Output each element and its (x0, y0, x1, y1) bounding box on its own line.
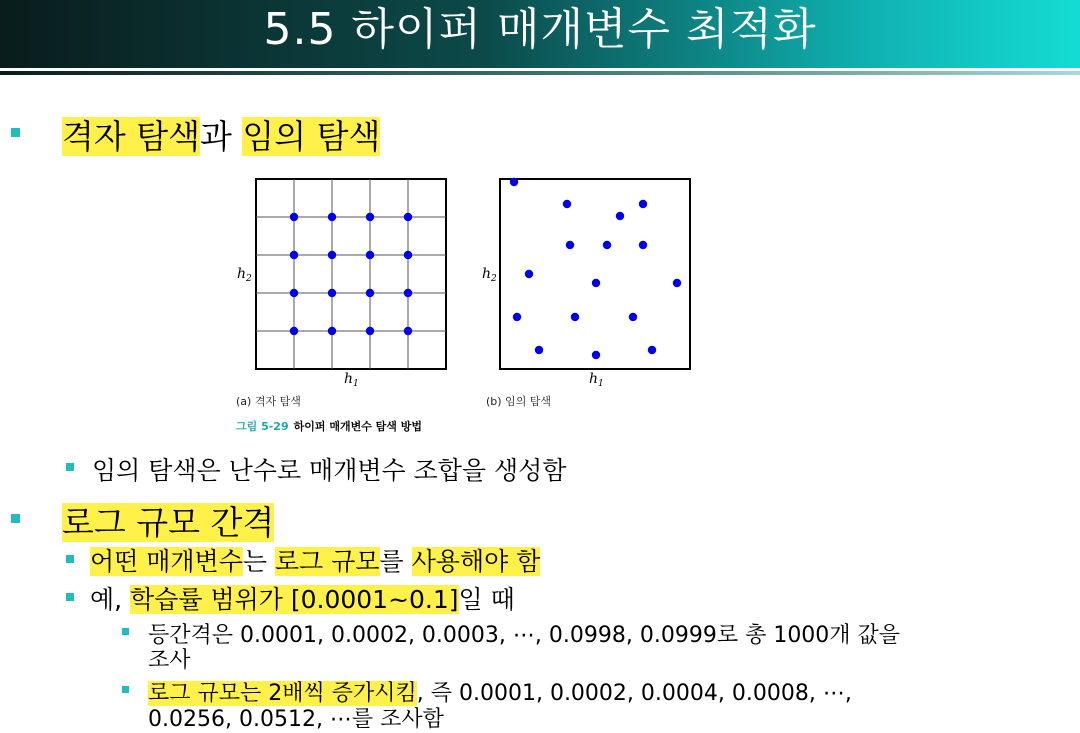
random-x-axis-label: $h_1$ (589, 371, 604, 389)
random-sample-point (629, 313, 637, 321)
grid-sample-point (290, 251, 298, 259)
figure-title: 하이퍼 매개변수 탐색 방법 (293, 420, 422, 433)
log-interval-text-line2: 0.0256, 0.0512, ⋯를 조사함 (148, 707, 444, 732)
random-sample-point (603, 241, 611, 249)
random-points (510, 178, 681, 359)
bullet-marker (66, 593, 74, 601)
random-sample-point (571, 313, 579, 321)
grid-sample-point (290, 289, 298, 297)
grid-sample-point (328, 327, 336, 335)
random-sample-point (535, 346, 543, 354)
random-sample-point (592, 279, 600, 287)
bullet-marker (66, 463, 74, 471)
must-use-highlight: 사용해야 함 (411, 547, 541, 576)
figure-number: 그림 5-29 (236, 420, 289, 433)
grid-sample-point (290, 213, 298, 221)
grid-x-axis-label: $h_1$ (344, 371, 359, 389)
grid-sample-point (366, 289, 374, 297)
bullet-marker (66, 555, 74, 563)
text-fragment: , 즉 0.0001, 0.0002, 0.0004, 0.0008, ⋯, (416, 681, 852, 706)
learning-rate-example (90, 580, 515, 616)
random-sample-point (510, 178, 518, 186)
random-search-note: 임의 탐색은 난수로 매개변수 조합을 생성함 (92, 456, 567, 485)
random-sample-point (525, 270, 533, 278)
grid-sample-point (328, 213, 336, 221)
heading-connector: 과 (200, 117, 243, 156)
grid-sample-point (404, 289, 412, 297)
grid-sample-point (404, 213, 412, 221)
random-search-highlight: 임의 탐색 (242, 117, 381, 156)
log-scale-term-highlight: 로그 규모 (274, 547, 380, 576)
grid-sample-point (366, 213, 374, 221)
log-scale-statement (90, 542, 540, 578)
bullet-marker (11, 514, 20, 523)
caption-random-search: (b) 임의 탐색 (486, 395, 552, 408)
search-methods-figure (230, 170, 700, 440)
random-sample-point (566, 241, 574, 249)
slide-title: 5.5 하이퍼 매개변수 최적화 (263, 4, 817, 55)
grid-sample-point (404, 327, 412, 335)
bullet-marker (122, 628, 129, 635)
random-sample-point (639, 200, 647, 208)
figure-caption (235, 419, 422, 433)
grid-sample-point (328, 251, 336, 259)
caption-grid-search: (a) 격자 탐색 (236, 395, 301, 408)
bullet-marker (122, 686, 129, 693)
text-fragment: 는 (242, 547, 275, 576)
text-fragment: 예, (90, 585, 131, 614)
log-scale-highlight: 로그 규모 간격 (62, 503, 275, 542)
grid-search-panel (236, 179, 446, 408)
grid-sample-point (328, 289, 336, 297)
grid-sample-point (366, 251, 374, 259)
grid-sample-point (366, 327, 374, 335)
random-sample-point (616, 212, 624, 220)
bullet-marker (11, 128, 20, 137)
learning-rate-range-highlight: 학습률 범위가 [0.0001~0.1] (130, 585, 459, 614)
grid-sample-point (290, 327, 298, 335)
random-sample-point (563, 200, 571, 208)
heading-search-methods (62, 111, 380, 158)
grid-panel-frame (256, 179, 446, 369)
title-divider (0, 71, 1080, 75)
random-search-panel (482, 178, 690, 408)
random-sample-point (592, 351, 600, 359)
equal-interval-text-line1: 등간격은 0.0001, 0.0002, 0.0003, ⋯, 0.0998, 0.0999로 총 1000개 값을 (148, 623, 901, 648)
grid-search-highlight: 격자 탐색 (62, 117, 201, 156)
random-sample-point (673, 279, 681, 287)
heading-log-scale (62, 497, 274, 544)
grid-y-axis-label: $h_2$ (237, 266, 252, 284)
random-sample-point (639, 241, 647, 249)
random-y-axis-label: $h_2$ (482, 266, 497, 284)
text-fragment: 를 (379, 547, 412, 576)
grid-points (290, 213, 412, 335)
random-sample-point (513, 313, 521, 321)
grid-sample-point (404, 251, 412, 259)
equal-interval-text-line2: 조사 (148, 648, 191, 673)
some-params-highlight: 어떤 매개변수 (90, 547, 243, 576)
text-fragment: 일 때 (458, 585, 515, 614)
random-sample-point (648, 346, 656, 354)
log-doubling-highlight: 로그 규모는 2배씩 증가시킴 (148, 681, 417, 706)
